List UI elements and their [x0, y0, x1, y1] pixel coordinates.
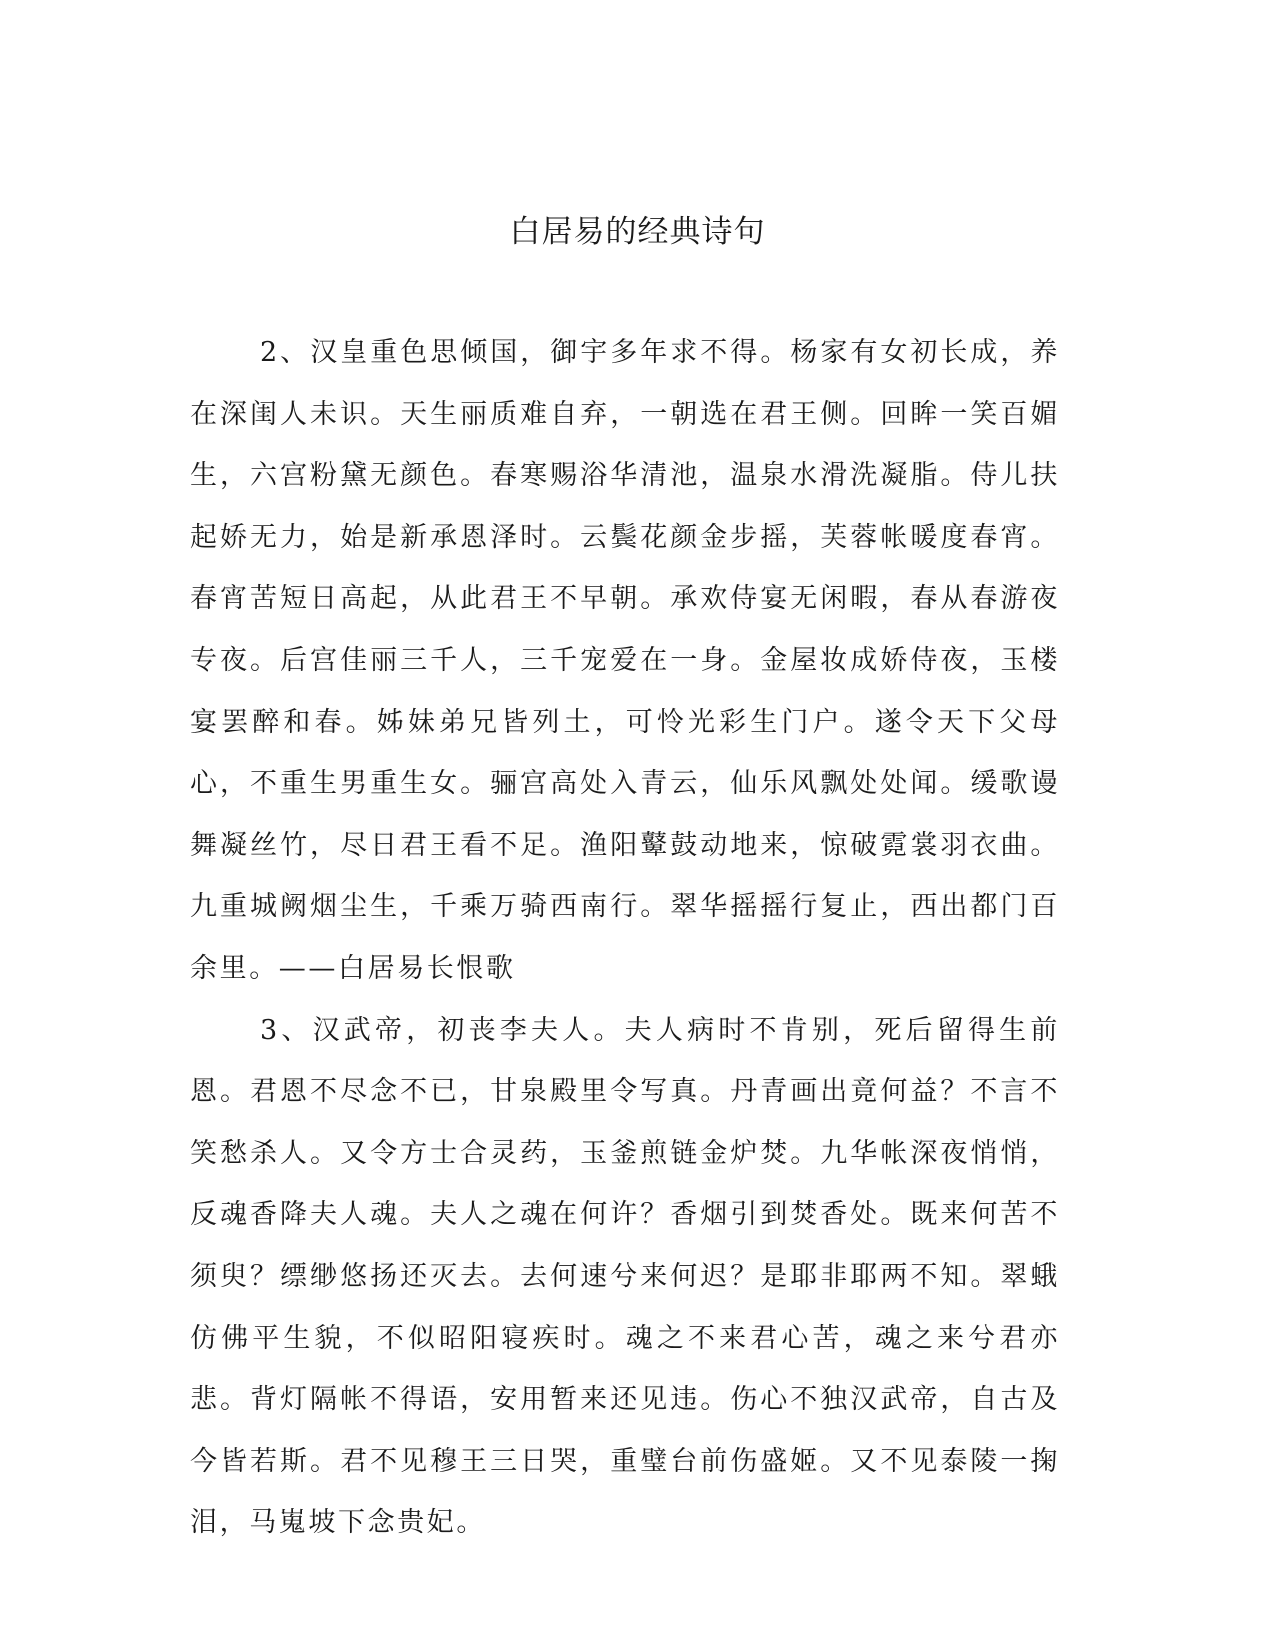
document-title: 白居易的经典诗句 [509, 214, 766, 250]
paragraph-2: 2、汉皇重色思倾国，御宇多年求不得。杨家有女初长成，养在深闺人未识。天生丽质难自弃，一朝选在君王侧。回眸一笑百媚生，六宫粉黛无颜色。春寒赐浴华清池，温泉水滑洗凝脂。侍儿扶起娇无力，始是新承恩泽时。云鬓花颜金步摇，芙蓉帐暖度春宵。春宵苦短日高起，从此君王不早朝。承欢侍宴无闲暇，春从春游夜专夜。后宫佳丽三千人，三千宠爱在一身。金屋妆成娇侍夜，玉楼宴罢醉和春。姊妹弟兄皆列土，可怜光彩生门户。遂令天下父母心，不重生男重生女。骊宫高处入青云，仙乐风飘处处闻。缓歌谩舞凝丝竹，尽日君王看不足。渔阳鼙鼓动地来，惊破霓裳羽衣曲。九重城阙烟尘生，千乘万骑西南行。翠华摇摇行复止，西出都门百余里。——白居易长恨歌 [190, 337, 1060, 984]
document-body [190, 322, 1060, 1554]
paragraph-3: 3、汉武帝，初丧李夫人。夫人病时不肯别，死后留得生前恩。君恩不尽念不已，甘泉殿里令写真。丹青画出竟何益？不言不笑愁杀人。又令方士合灵药，玉釜煎链金炉焚。九华帐深夜悄悄，反魂香降夫人魂。夫人之魂在何许？香烟引到焚香处。既来何苦不须臾？缥缈悠扬还灭去。去何速兮来何迟？是耶非耶两不知。翠蛾仿佛平生貌，不似昭阳寝疾时。魂之不来君心苦，魂之来兮君亦悲。背灯隔帐不得语，安用暂来还见违。伤心不独汉武帝，自古及今皆若斯。君不见穆王三日哭，重璧台前伤盛姬。又不见泰陵一掬泪，马嵬坡下念贵妃。 [190, 1014, 1060, 1539]
